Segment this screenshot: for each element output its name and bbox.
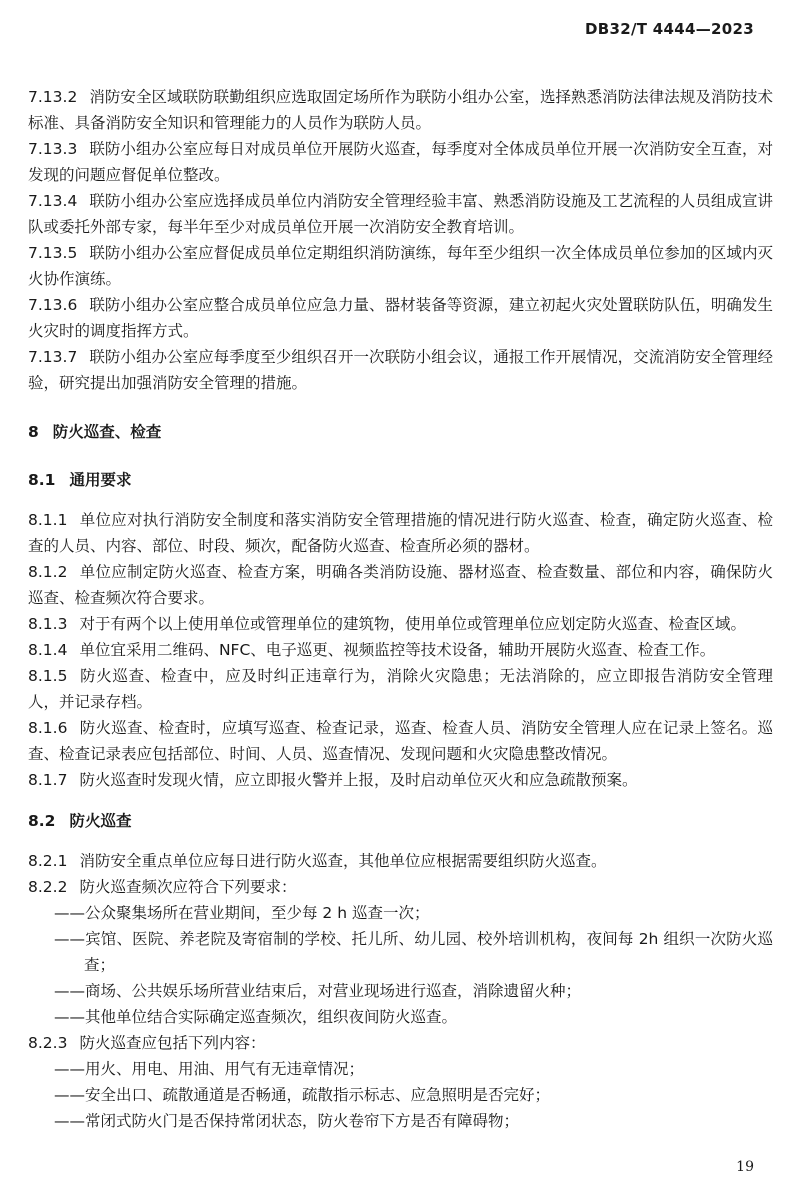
- list-item: ——公众聚集场所在营业期间，至少每 2 h 巡查一次；: [54, 904, 430, 922]
- clause-number: 8.2.1: [28, 852, 68, 870]
- list-item: ——宾馆、医院、养老院及寄宿制的学校、托儿所、幼儿园、校外培训机构，夜间每 2h 组织一次防火巡查；: [54, 930, 773, 974]
- clause-group-8-1: [28, 507, 773, 793]
- clause-7-13-3: [28, 136, 773, 188]
- list-item: ——用火、用电、用油、用气有无违章情况；: [54, 1060, 365, 1078]
- list-item: ——商场、公共娱乐场所营业结束后，对营业现场进行巡查，消除遗留火种；: [54, 982, 582, 1000]
- clause-number: 7.13.3: [28, 140, 78, 158]
- clause-text: 防火巡查频次应符合下列要求：: [79, 878, 297, 896]
- clause-text: 联防小组办公室应选择成员单位内消防安全管理经验丰富、熟悉消防设施及工艺流程的人员组成宣讲队或委托外部专家，每半年至少对成员单位开展一次消防安全教育培训。: [28, 192, 773, 236]
- document-code: DB32/T 4444—2023: [585, 20, 754, 38]
- clause-number: 7.13.4: [28, 192, 78, 210]
- clause-text: 单位应制定防火巡查、检查方案，明确各类消防设施、器材巡查、检查数量、部位和内容，确保防火巡查、检查频次符合要求。: [28, 563, 773, 607]
- document-body: [28, 84, 773, 1134]
- section-number: 8.1: [28, 471, 56, 489]
- clause-7-13-5: [28, 240, 773, 292]
- clause-number: 8.2.2: [28, 878, 68, 896]
- clause-8-1-3: [28, 611, 773, 637]
- section-heading-8: [28, 419, 773, 445]
- clause-number: 8.2.3: [28, 1034, 68, 1052]
- clause-text: 联防小组办公室应整合成员单位应急力量、器材装备等资源，建立初起火灾处置联防队伍，明确发生火灾时的调度指挥方式。: [28, 296, 773, 340]
- list-item: ——其他单位结合实际确定巡查频次，组织夜间防火巡查。: [54, 1008, 458, 1026]
- clause-number: 8.1.5: [28, 667, 68, 685]
- clause-8-1-6: [28, 715, 773, 767]
- clause-7-13-4: [28, 188, 773, 240]
- list-8-2-3: [28, 1056, 773, 1134]
- clause-number: 7.13.6: [28, 296, 78, 314]
- list-item: ——常闭式防火门是否保持常闭状态，防火卷帘下方是否有障碍物；: [54, 1112, 520, 1130]
- clause-number: 8.1.6: [28, 719, 68, 737]
- clause-text: 消防安全重点单位应每日进行防火巡查，其他单位应根据需要组织防火巡查。: [79, 852, 607, 870]
- clause-8-1-7: [28, 767, 773, 793]
- section-heading-8-2: [28, 808, 773, 834]
- clause-number: 7.13.7: [28, 348, 78, 366]
- page-number: 19: [736, 1159, 754, 1175]
- clause-text: 联防小组办公室应督促成员单位定期组织消防演练，每年至少组织一次全体成员单位参加的区域内灭火协作演练。: [28, 244, 773, 288]
- clause-text: 防火巡查、检查时，应填写巡查、检查记录，巡查、检查人员、消防安全管理人应在记录上签名。巡查、检查记录表应包括部位、时间、人员、巡查情况、发现问题和火灾隐患整改情况。: [28, 719, 773, 763]
- clause-number: 7.13.2: [28, 88, 78, 106]
- clause-text: 消防安全区域联防联勤组织应选取固定场所作为联防小组办公室，选择熟悉消防法律法规及消防技术标准、具备消防安全知识和管理能力的人员作为联防人员。: [28, 88, 773, 132]
- section-title: 防火巡查: [69, 812, 132, 830]
- clause-8-2-1: [28, 848, 773, 874]
- clause-8-2-2: [28, 874, 773, 900]
- clause-8-2-3: [28, 1030, 773, 1056]
- clause-number: 8.1.7: [28, 771, 68, 789]
- clause-group-7-13: [28, 84, 773, 396]
- clause-text: 单位宜采用二维码、NFC、电子巡更、视频监控等技术设备，辅助开展防火巡查、检查工作。: [79, 641, 716, 659]
- section-title: 通用要求: [69, 471, 132, 489]
- clause-number: 7.13.5: [28, 244, 78, 262]
- clause-text: 防火巡查、检查中，应及时纠正违章行为，消除火灾隐患；无法消除的，应立即报告消防安全管理人，并记录存档。: [28, 667, 773, 711]
- clause-number: 8.1.4: [28, 641, 68, 659]
- clause-text: 单位应对执行消防安全制度和落实消防安全管理措施的情况进行防火巡查、检查，确定防火巡查、检查的人员、内容、部位、时段、频次，配备防火巡查、检查所必须的器材。: [28, 511, 773, 555]
- clause-number: 8.1.1: [28, 511, 68, 529]
- clause-7-13-2: [28, 84, 773, 136]
- clause-text: 联防小组办公室应每季度至少组织召开一次联防小组会议，通报工作开展情况，交流消防安全管理经验，研究提出加强消防安全管理的措施。: [28, 348, 773, 392]
- section-title: 防火巡查、检查: [52, 423, 162, 441]
- clause-8-1-4: [28, 637, 773, 663]
- clause-text: 对于有两个以上使用单位或管理单位的建筑物，使用单位或管理单位应划定防火巡查、检查区域。: [79, 615, 746, 633]
- section-heading-8-1: [28, 467, 773, 493]
- clause-text: 防火巡查应包括下列内容：: [79, 1034, 266, 1052]
- spacer: [28, 793, 773, 808]
- section-number: 8.2: [28, 812, 56, 830]
- clause-7-13-6: [28, 292, 773, 344]
- section-number: 8: [28, 423, 39, 441]
- clause-8-1-2: [28, 559, 773, 611]
- clause-text: 防火巡查时发现火情，应立即报火警并上报，及时启动单位灭火和应急疏散预案。: [79, 771, 638, 789]
- clause-8-1-5: [28, 663, 773, 715]
- clause-number: 8.1.3: [28, 615, 68, 633]
- clause-8-1-1: [28, 507, 773, 559]
- clause-number: 8.1.2: [28, 563, 68, 581]
- clause-7-13-7: [28, 344, 773, 396]
- list-item: ——安全出口、疏散通道是否畅通，疏散指示标志、应急照明是否完好；: [54, 1086, 551, 1104]
- list-8-2-2: [28, 900, 773, 1030]
- clause-text: 联防小组办公室应每日对成员单位开展防火巡查，每季度对全体成员单位开展一次消防安全互查，对发现的问题应督促单位整改。: [28, 140, 773, 184]
